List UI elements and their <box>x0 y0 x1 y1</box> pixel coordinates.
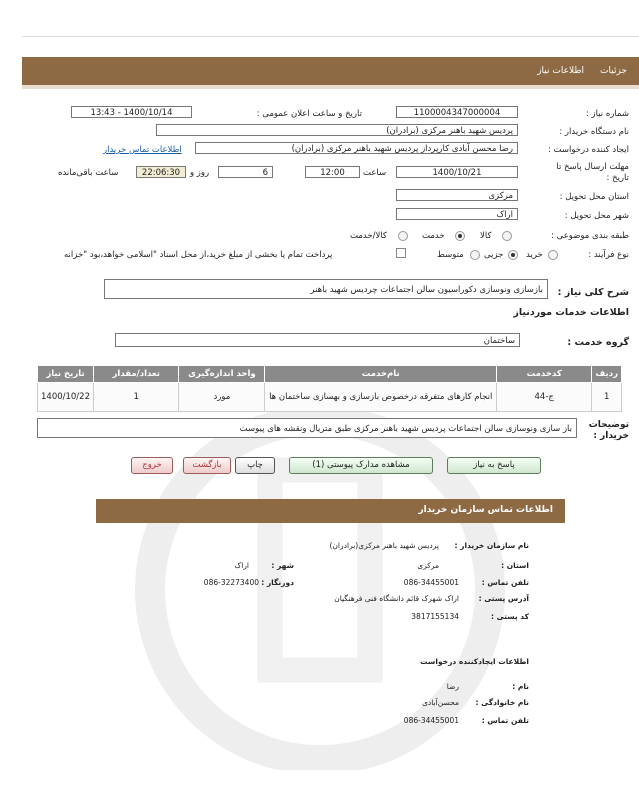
contact-province-value: مرکزی <box>417 561 439 570</box>
exit-button[interactable]: خروج <box>131 457 173 474</box>
back-button[interactable]: بازگشت <box>183 457 231 474</box>
city-label: شهر محل تحویل : <box>564 211 629 221</box>
creator-family-label: نام خانوادگی : <box>475 698 529 707</box>
buyer-notes-field: باز سازی ونوسازی سالن اجتماعات پردیس شهید باهنر مرکزی طبق متریال ونقشه های پیوست <box>37 418 577 438</box>
need-number-field: 1100004347000004 <box>396 106 518 118</box>
cat-goods-service-radio[interactable] <box>398 231 408 241</box>
cat-goods-service-label: کالا/خدمت <box>350 231 387 241</box>
cell-qty: 1 <box>94 383 179 412</box>
contact-fax-value: 086-32273400 <box>203 578 259 587</box>
creator-family-value: محسن‌آبادی <box>422 698 459 707</box>
creator-name-label: نام : <box>512 682 529 691</box>
proc-buy-radio[interactable] <box>548 250 558 260</box>
payment-checkbox[interactable] <box>396 248 406 258</box>
cat-goods-radio[interactable] <box>502 231 512 241</box>
contact-postal-value: 3817155134 <box>411 612 459 621</box>
contact-city-value: اراک <box>234 561 249 570</box>
col-name: نام‌خدمت <box>265 366 497 383</box>
contact-postal-label: کد پستی : <box>490 612 529 621</box>
group-label: گروه خدمت : <box>567 337 629 348</box>
contact-section-header <box>96 499 565 523</box>
contact-org-value: پردیس شهید باهنر مرکزی(برادران) <box>329 541 439 550</box>
remaining-label: ساعت باقی‌مانده <box>58 168 119 178</box>
city-field: اراک <box>396 208 518 220</box>
need-number-label: شماره نیاز : <box>585 109 629 119</box>
deadline-date-field: 1400/10/21 <box>396 166 518 178</box>
category-label: طبقه بندی موضوعی : <box>551 231 629 241</box>
col-date: تاریخ نیاز <box>38 366 94 383</box>
buyer-contact-link[interactable]: اطلاعات تماس خریدار <box>103 145 182 155</box>
contact-province-label: استان : <box>501 561 529 570</box>
group-field: ساختمان <box>115 333 520 347</box>
contact-address-label: آدرس پستی : <box>478 594 529 603</box>
table-header-row <box>38 366 622 383</box>
cat-service-radio[interactable] <box>455 231 465 241</box>
announce-field: 1400/10/14 - 13:43 <box>71 106 192 118</box>
cell-row: 1 <box>592 383 622 412</box>
tab-need-info[interactable]: اطلاعات نیاز <box>537 66 584 76</box>
creator-name-value: رضا <box>446 682 459 691</box>
announce-label: تاریخ و ساعت اعلان عمومی : <box>256 109 362 119</box>
proc-partial-radio[interactable] <box>508 250 518 260</box>
watermark <box>20 290 620 770</box>
cell-unit: مورد <box>179 383 265 412</box>
contact-address-value: اراک شهرک قائم دانشگاه فنی فرهنگیان <box>334 594 459 603</box>
proc-medium-radio[interactable] <box>470 250 480 260</box>
buyer-notes-label: توضیحات خریدار : <box>588 420 629 441</box>
payment-note: پرداخت تمام یا بخشی از مبلغ خرید،از محل اسناد "اسلامی خواهد،بود "خزانه <box>64 250 333 260</box>
buyer-field: پردیس شهید باهنر مرکزی (برادران) <box>156 124 518 136</box>
contact-phone-label: تلفن تماس : <box>481 578 529 587</box>
col-code: کدخدمت <box>496 366 591 383</box>
table-row <box>38 383 622 412</box>
contact-fax-label: دورنگار : <box>261 578 294 587</box>
contact-section-title: اطلاعات تماس سازمان خریدار <box>418 505 553 515</box>
col-unit: واحد اندازه‌گیری <box>179 366 265 383</box>
summary-field: بازسازی ونوسازی دکوراسیون سالن اجتماعات چردیس شهید باهنر <box>104 279 548 299</box>
col-row: ردیف <box>592 366 622 383</box>
contact-org-label: نام سازمان خریدار : <box>454 541 529 550</box>
summary-label: شرح کلی نیاز : <box>557 287 629 298</box>
cell-date: 1400/10/22 <box>38 383 94 412</box>
proc-medium-label: متوسط <box>437 250 464 260</box>
attachments-button[interactable]: مشاهده مدارک پیوستی (1) <box>289 457 433 474</box>
proc-partial-label: جزیی <box>484 250 504 260</box>
process-label: نوع فرآیند : <box>588 250 629 260</box>
tab-details[interactable]: جزئیات <box>600 66 627 76</box>
cat-goods-label: کالا <box>480 231 492 241</box>
province-label: استان محل تحویل : <box>559 192 629 202</box>
contact-city-label: شهر : <box>271 561 294 570</box>
services-title: اطلاعات خدمات موردنیاز <box>513 307 629 318</box>
remaining-time-field: 22:06:30 <box>136 166 186 178</box>
col-qty: تعداد/مقدار <box>94 366 179 383</box>
buyer-label: نام دستگاه خریدار : <box>559 127 629 137</box>
deadline-time-field: 12:00 <box>305 166 360 178</box>
cell-name: انجام کارهای متفرقه درخصوص بازسازی و بهسازی ساختمان ها <box>265 383 497 412</box>
proc-buy-label: خرید <box>526 250 543 260</box>
cell-code: ج-44 <box>496 383 591 412</box>
page-header <box>22 57 639 89</box>
days-field: 6 <box>218 166 273 178</box>
creator-phone-label: تلفن تماس : <box>481 716 529 725</box>
top-divider <box>22 36 639 37</box>
creator-label: ایجاد کننده درخواست : <box>547 145 629 155</box>
services-table <box>37 365 622 412</box>
cat-service-label: خدمت <box>422 231 445 241</box>
creator-section-title: اطلاعات ایجادکننده درخواست <box>420 657 529 666</box>
creator-phone-value: 086-34455001 <box>403 716 459 725</box>
print-button[interactable]: چاپ <box>235 457 275 474</box>
reply-button[interactable]: پاسخ به نیاز <box>447 457 541 474</box>
deadline-label: مهلت ارسال پاسخ تا تاریخ : <box>556 162 629 183</box>
time-label: ساعت <box>363 168 387 178</box>
days-label: روز و <box>190 168 210 178</box>
creator-field: رضا محسن آبادی کارپرداز پردیس شهید باهنر مرکزی (برادران) <box>195 142 518 154</box>
province-field: مرکزی <box>396 189 518 201</box>
contact-phone-value: 086-34455001 <box>403 578 459 587</box>
